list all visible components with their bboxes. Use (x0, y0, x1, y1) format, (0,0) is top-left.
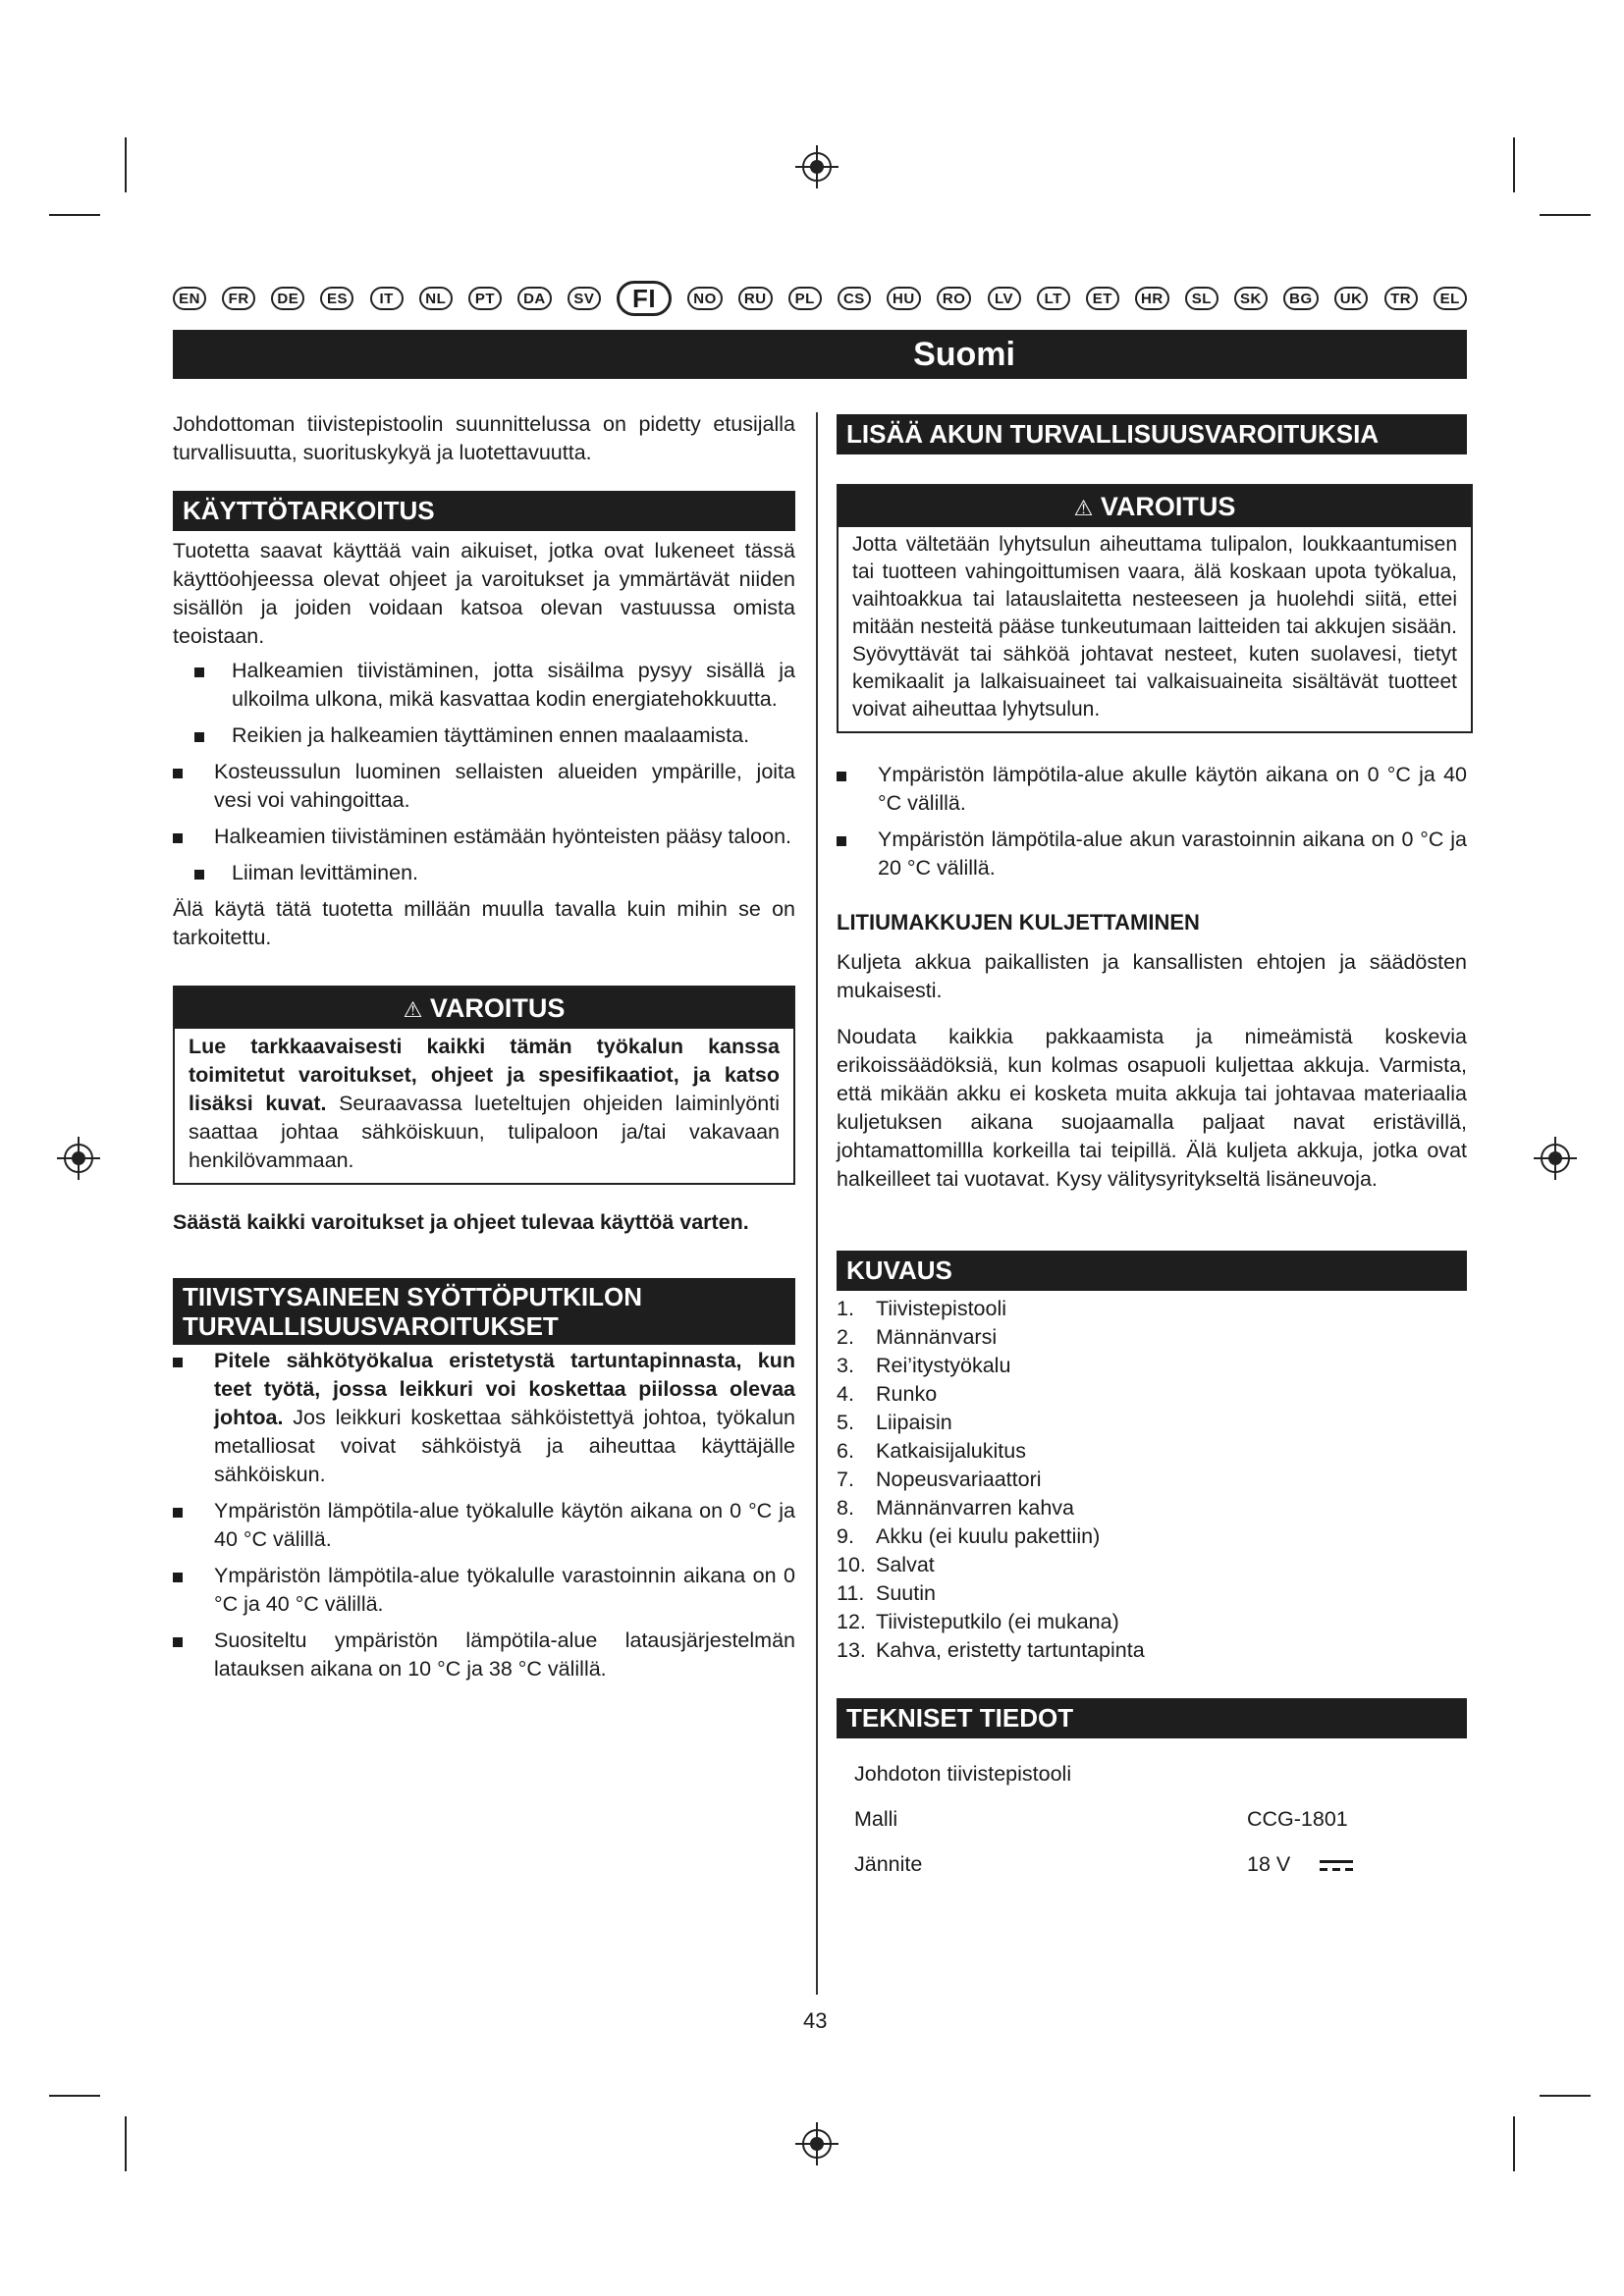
language-code-bg: BG (1283, 287, 1319, 310)
language-code-sv: SV (568, 287, 601, 310)
list-item: Suositeltu ympäristön lämpötila-alue latausjärjestelmän latauksen aikana on 10 °C ja 38 °C välillä. (173, 1627, 795, 1683)
description-item (837, 1636, 1467, 1665)
language-code-it: IT (370, 287, 404, 310)
language-code-no: NO (687, 287, 723, 310)
language-code-pl: PL (788, 287, 822, 310)
language-code-nl: NL (419, 287, 453, 310)
feed-tube-list (173, 1347, 795, 1683)
description-item (837, 1295, 1467, 1323)
language-code-hr: HR (1135, 287, 1169, 310)
item-number: 10. (837, 1553, 866, 1576)
section-heading-specs: TEKNISET TIEDOT (837, 1698, 1467, 1738)
item-number: 3. (837, 1354, 854, 1377)
crop-mark (1513, 137, 1515, 192)
description-list (837, 1295, 1467, 1665)
item-number: 7. (837, 1468, 854, 1491)
list-item: Kosteussulun luominen sellaisten alueiden ympärille, joita vesi voi vahingoittaa. (173, 758, 795, 815)
description-item (837, 1522, 1467, 1551)
language-code-sk: SK (1234, 287, 1268, 310)
language-code-et: ET (1086, 287, 1119, 310)
registration-mark-icon (793, 2120, 840, 2167)
transport-text-2: Noudata kaikkia pakkaamista ja nimeämistä koskevia erikoissäädöksiä, kun kolmas osapuoli kuljettaa akkuja. Varmista, että mikään akku ei kosketa muita akkuja tai johtavaa materiaalia kuljetuksen aikana suojaamalla paljaat navat eristävillä, johtamattomillla korkeilla tai teipillä. Älä kuljeta akkuja, jotka ovat halkeilleet tai vuotavat. Kysy välitysyritykseltä lisäneuvoja. (837, 1025, 1467, 1191)
crop-mark (1540, 2095, 1591, 2097)
item-label: Kahva, eristetty tartuntapinta (876, 1638, 1145, 1662)
registration-mark-icon (55, 1135, 102, 1182)
description-item (837, 1352, 1467, 1380)
transport-text-1: Kuljeta akkua paikallisten ja kansallisten ehtojen ja säädösten mukaisesti. (837, 950, 1467, 1002)
section-heading-battery-safety: LISÄÄ AKUN TURVALLISUUSVAROITUKSIA (837, 414, 1467, 454)
description-item (837, 1380, 1467, 1409)
item-label: Akku (ei kuulu pakettiin) (876, 1524, 1101, 1548)
item-number: 11. (837, 1581, 865, 1605)
list-item: Reikien ja halkeamien täyttäminen ennen maalaamista. (173, 721, 795, 750)
column-divider (816, 412, 818, 1995)
intended-use-closing: Älä käytä tätä tuotetta millään muulla tavalla kuin mihin se on tarkoitettu. (173, 897, 795, 949)
section-heading-transport: LITIUMAKKUJEN KULJETTAMINEN (837, 910, 1200, 934)
language-code-hu: HU (887, 287, 921, 310)
crop-mark (1540, 214, 1591, 216)
list-item: Ympäristön lämpötila-alue akulle käytön aikana on 0 °C ja 40 °C välillä. (837, 761, 1467, 818)
crop-mark (49, 2095, 100, 2097)
language-code-sl: SL (1185, 287, 1218, 310)
item-number: 5. (837, 1411, 854, 1434)
page-title: Suomi (173, 330, 1467, 379)
direct-current-icon (1320, 1858, 1353, 1874)
language-code-fi: FI (617, 281, 672, 316)
warning-heading: ⚠ VAROITUS (175, 988, 793, 1029)
language-selector (173, 279, 1467, 318)
item-number: 13. (837, 1638, 866, 1662)
description-item (837, 1437, 1467, 1466)
warning-body: Lue tarkkaavaisesti kaikki tämän työkalun kanssa toimitetut varoitukset, ohjeet ja spesifikaatiot, ja katso lisäksi kuvat. Seuraavassa lueteltujen ohjeiden laiminlyönti saattaa johtaa sähköiskuun, tulipaloon ja/tai vakavaan henkilövammaan. (189, 1035, 780, 1172)
spec-label: Jännite (854, 1852, 923, 1876)
intro-text: Johdottoman tiivistepistoolin suunnittelussa on pidetty etusijalla turvallisuutta, suorituskykyä ja luotettavuutta. (173, 412, 795, 464)
language-code-pt: PT (468, 287, 502, 310)
section-heading-feed-tube: TIIVISTYSAINEEN SYÖTTÖPUTKILON TURVALLISUUSVAROITUKSET (173, 1278, 795, 1345)
battery-temp-list (837, 761, 1467, 882)
warning-triangle-icon: ⚠ (1073, 496, 1094, 520)
crop-mark (125, 137, 127, 192)
item-label: Runko (876, 1382, 938, 1406)
item-label: Männänvarsi (876, 1325, 998, 1349)
list-item: Liiman levittäminen. (173, 859, 795, 887)
description-item (837, 1466, 1467, 1494)
registration-mark-icon (793, 143, 840, 190)
item-number: 12. (837, 1610, 866, 1633)
item-label: Liipaisin (876, 1411, 952, 1434)
intended-use-list (173, 657, 795, 887)
left-column (173, 410, 795, 1683)
item-label: Tiivistepistooli (876, 1297, 1007, 1320)
item-label: Tiivisteputkilo (ei mukana) (876, 1610, 1119, 1633)
intended-use-text: Tuotetta saavat käyttää vain aikuiset, jotka ovat lukeneet tässä käyttöohjeessa olevat ohjeet ja varoitukset ja ymmärtävät niiden sisällön ja joiden voidaan katsoa olevan vastuussa omista teoistaan. (173, 539, 795, 648)
spec-row-voltage (854, 1850, 1467, 1879)
spec-row-model (854, 1805, 1467, 1834)
section-heading-intended-use: KÄYTTÖTARKOITUS (173, 491, 795, 531)
list-item: Ympäristön lämpötila-alue työkalulle käytön aikana on 0 °C ja 40 °C välillä. (173, 1497, 795, 1554)
spec-label: Malli (854, 1807, 898, 1831)
language-code-lv: LV (988, 287, 1021, 310)
language-code-ru: RU (738, 287, 773, 310)
crop-mark (49, 214, 100, 216)
item-label: Salvat (876, 1553, 935, 1576)
description-item (837, 1551, 1467, 1579)
save-note: Säästä kaikki varoitukset ja ohjeet tulevaa käyttöä varten. (173, 1210, 749, 1234)
list-item: Halkeamien tiivistäminen, jotta sisäilma pysyy sisällä ja ulkoilma ulkona, mikä kasvattaa kodin energiatehokkuutta. (173, 657, 795, 714)
spec-value: CCG-1801 (1247, 1807, 1348, 1831)
item-label: Rei’itystyökalu (876, 1354, 1011, 1377)
description-item (837, 1409, 1467, 1437)
list-item: Ympäristön lämpötila-alue akun varastoinnin aikana on 0 °C ja 20 °C välillä. (837, 826, 1467, 882)
warning-triangle-icon: ⚠ (403, 997, 423, 1022)
item-number: 9. (837, 1524, 854, 1548)
list-item: Halkeamien tiivistäminen estämään hyönteisten pääsy taloon. (173, 823, 795, 851)
page-number: 43 (803, 2008, 828, 2033)
item-number: 8. (837, 1496, 854, 1520)
item-label: Katkaisijalukitus (876, 1439, 1026, 1463)
item-number: 4. (837, 1382, 854, 1406)
item-label: Suutin (876, 1581, 936, 1605)
warning-box (173, 986, 795, 1185)
specs-table (837, 1760, 1467, 1879)
language-code-en: EN (173, 287, 206, 310)
item-label: Männänvarren kahva (876, 1496, 1074, 1520)
item-label: Nopeusvariaattori (876, 1468, 1042, 1491)
language-code-lt: LT (1037, 287, 1070, 310)
language-code-ro: RO (937, 287, 972, 310)
list-item: Pitele sähkötyökalua eristetystä tartuntapinnasta, kun teet työtä, jossa leikkuri voi koskettaa piilossa olevaa johtoa. Jos leikkuri koskettaa sähköistettyä johtoa, työkalun metalliosat voivat sähköistyä ja aiheuttaa käyttäjälle sähköiskun. (173, 1347, 795, 1489)
language-code-tr: TR (1384, 287, 1418, 310)
language-code-cs: CS (838, 287, 871, 310)
description-item (837, 1608, 1467, 1636)
language-code-fr: FR (222, 287, 255, 310)
warning-heading: ⚠ VAROITUS (839, 486, 1471, 527)
spec-product: Johdoton tiivistepistooli (854, 1762, 1072, 1786)
right-column (837, 414, 1467, 1879)
item-number: 6. (837, 1439, 854, 1463)
description-item (837, 1579, 1467, 1608)
battery-warning-box (837, 484, 1473, 733)
section-heading-description: KUVAUS (837, 1251, 1467, 1291)
crop-mark (1513, 2116, 1515, 2171)
language-code-uk: UK (1334, 287, 1369, 310)
item-number: 1. (837, 1297, 854, 1320)
language-code-de: DE (271, 287, 304, 310)
crop-mark (125, 2116, 127, 2171)
item-number: 2. (837, 1325, 854, 1349)
language-code-el: EL (1434, 287, 1467, 310)
list-item: Ympäristön lämpötila-alue työkalulle varastoinnin aikana on 0 °C ja 40 °C välillä. (173, 1562, 795, 1619)
language-code-es: ES (320, 287, 353, 310)
language-code-da: DA (517, 287, 552, 310)
description-item (837, 1323, 1467, 1352)
spec-value: 18 V (1247, 1852, 1291, 1876)
description-item (837, 1494, 1467, 1522)
registration-mark-icon (1532, 1135, 1579, 1182)
warning-body: Jotta vältetään lyhytsulun aiheuttama tulipalon, loukkaantumisen tai tuotteen vahingoittumisen vaara, älä koskaan upota työkalua, vaihtoakkua tai latauslaitetta nesteeseen ja huolehdi siitä, ettei mitään nesteitä pääse tunkeutumaan laitteiden tai akkujen sisään. Syövyttävät tai sähköä johtavat nesteet, kuten suolavesi, tietyt kemikaalit ja lalkaisuaineet tai valkaisuaineita sisältävät tuotteet voivat aiheuttaa lyhytsulun. (852, 533, 1457, 721)
